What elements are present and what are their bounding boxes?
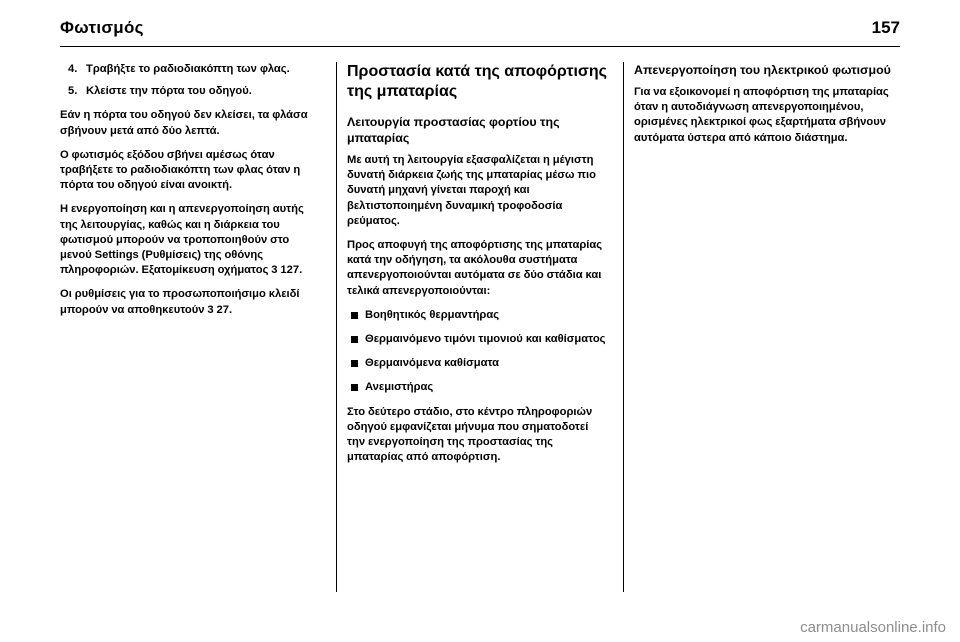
subsection-title: Λειτουργία προστασίας φορτίου της μπαταρίας — [347, 115, 560, 145]
paragraph: Για να εξοικονομεί η αποφόρτιση της μπαταρίας όταν η αυτοδιάγνωση απενεργοποιημένου, ορισμένες ηλεκτρικοί φως εξαρτήματα σβήνουν αυτόματα ύστερα από κάποιο διάστημα. — [634, 86, 889, 144]
list-item-label: Θερμαινόμενα καθίσματα — [365, 357, 500, 370]
square-bullet-icon — [351, 336, 358, 343]
section-title: Προστασία κατά της αποφόρτισης της μπαταρίας — [347, 63, 607, 100]
paragraph: Στο δεύτερο στάδιο, στο κέντρο πληροφοριών οδηγού εμφανίζεται μήνυμα που σηματοδοτεί την ενεργοποίηση της προστασίας της μπαταρίας από αποφόρτιση. — [347, 405, 593, 464]
step-text: Τραβήξτε το ραδιοδιακόπτη των φλας. — [86, 63, 290, 75]
paragraph: Με αυτή τη λειτουργία εξασφαλίζεται η μέγιστη δυνατή διάρκεια ζωής της μπαταρίας μέσω πιο δυνατή μηχανή γίνεται παροχή και βελτιστοποιημένη δυναμική τροφοδοσία ρεύματος. — [347, 154, 596, 227]
list-item — [365, 332, 607, 347]
paragraph: Εάν η πόρτα του οδηγού δεν κλείσει, τα φλάσα σβήνουν μετά από δύο λεπτά. — [60, 109, 308, 137]
page-columns — [60, 62, 900, 592]
section-title: Απενεργοποίηση του ηλεκτρικού φωτισμού — [634, 63, 891, 77]
paragraph: Η ενεργοποίηση και η απενεργοποίηση αυτής της λειτουργίας, καθώς και η διάρκεια του φωτισμού μπορούν να τροποποιηθούν στο μενού Settings (Ρυθμίσεις) της οθόνης πληροφοριών. Εξατομίκευση οχήματος 3 127. — [60, 203, 304, 277]
step-number: 4. — [68, 63, 78, 75]
list-item-label: Θερμαινόμενο τιμόνι τιμονιού και καθίσματος — [365, 333, 606, 346]
column-one — [60, 62, 326, 592]
list-item-label: Βοηθητικός θερμαντήρας — [365, 308, 500, 321]
list-item-label: Ανεμιστήρας — [365, 381, 434, 394]
step-text: Κλείστε την πόρτα του οδηγού. — [86, 85, 252, 98]
list-item — [68, 84, 320, 99]
list-item — [365, 380, 607, 395]
watermark: carmanualsonline.info — [800, 619, 946, 636]
page-header — [60, 18, 900, 38]
page-number: 157 — [871, 18, 900, 37]
paragraph: Οι ρυθμίσεις για το προσωποποιήσιμο κλειδί μπορούν να αποθηκευτούν 3 27. — [60, 288, 300, 316]
column-divider-one — [326, 62, 347, 592]
header-divider — [60, 46, 900, 47]
column-three — [634, 62, 900, 592]
paragraph: Προς αποφυγή της αποφόρτισης της μπαταρίας κατά την οδήγηση, τα ακόλουθα συστήματα απενεργοποιούνται αυτόματα σε δύο στάδια και τελικά απενεργοποιούνται: — [347, 239, 603, 297]
chapter-title: Φωτισμός — [60, 18, 144, 37]
square-bullet-icon — [351, 312, 358, 319]
step-number: 5. — [68, 85, 78, 98]
column-two — [347, 62, 613, 592]
paragraph: Ο φωτισμός εξόδου σβήνει αμέσως όταν τραβήξετε το ραδιοδιακόπτη των φλας όταν η πόρτα του οδηγού είναι ανοικτή. — [60, 148, 301, 192]
list-item — [68, 62, 320, 77]
systems-list — [347, 308, 607, 396]
procedure-steps — [60, 62, 320, 99]
square-bullet-icon — [351, 384, 358, 391]
column-divider-two — [613, 62, 634, 592]
square-bullet-icon — [351, 360, 358, 367]
list-item — [365, 308, 607, 323]
list-item — [365, 356, 607, 371]
